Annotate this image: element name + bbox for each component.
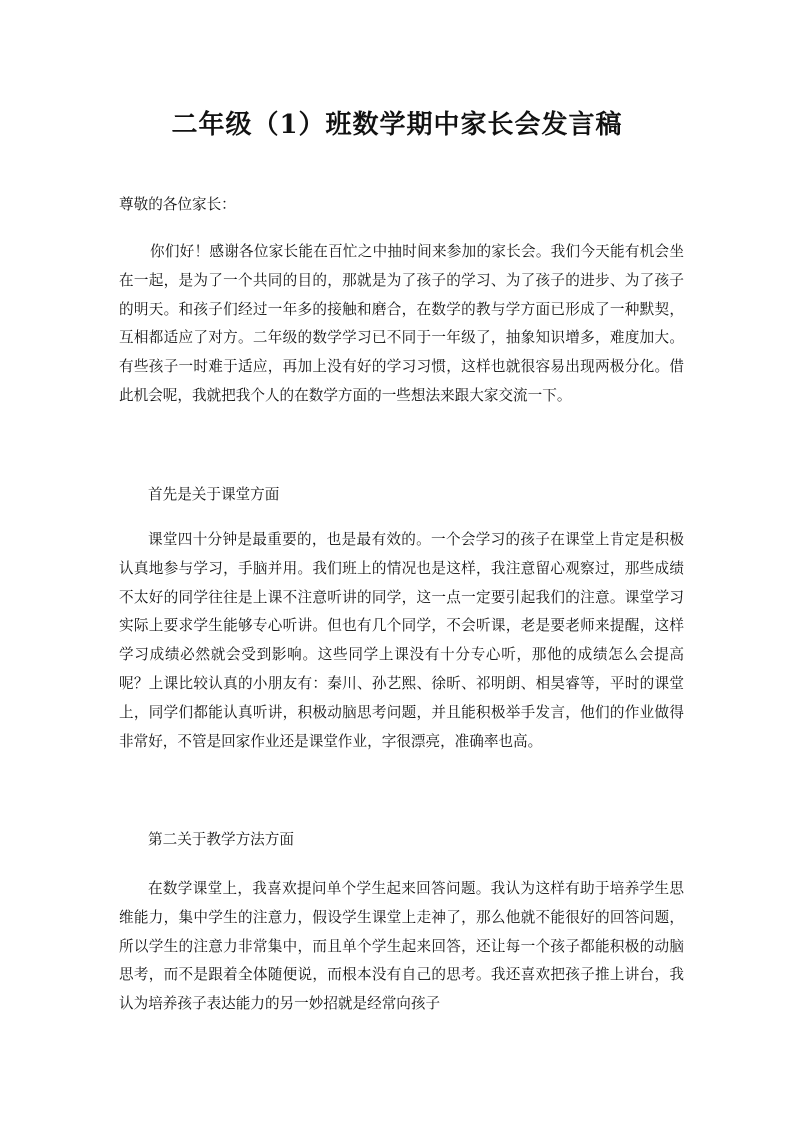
- salutation: 尊敬的各位家长：: [119, 196, 236, 213]
- section-heading-teaching-method: 第二关于教学方法方面: [148, 831, 294, 848]
- classroom-paragraph: 课堂四十分钟是最重要的，也是最有效的。一个会学习的孩子在课堂上肯定是积极认真地参与学习，手脑并用。我们班上的情况也是这样，我注意留心观察过，那些成绩不太好的同学往往是上课不注意听讲的同学，这一点一定要引起我们的注意。课堂学习实际上要求学生能够专心听讲。但也有几个同学，不会听课，老是要老师来提醒，这样学习成绩必然就会受到影响。这些同学上课没有十分专心听，那他的成绩怎么会提高呢？上课比较认真的小朋友有：秦川、孙艺熙、徐昕、祁明朗、相昊睿等，平时的课堂上，同学们都能认真听讲，积极动脑思考问题，并且能积极举手发言，他们的作业做得非常好，不管是回家作业还是课堂作业，字很漂亮，准确率也高。: [119, 531, 684, 750]
- section-heading-classroom: 首先是关于课堂方面: [148, 486, 280, 503]
- teaching-method-paragraph: 在数学课堂上，我喜欢提问单个学生起来回答问题。我认为这样有助于培养学生思维能力，集中学生的注意力，假设学生课堂上走神了，那么他就不能很好的回答问题，所以学生的注意力非常集中，而且单个学生起来回答，还让每一个孩子都能积极的动脑思考，而不是跟着全体随便说，而根本没有自己的思考。我还喜欢把孩子推上讲台，我认为培养孩子表达能力的另一妙招就是经常向孩子: [119, 880, 684, 1013]
- intro-paragraph: 你们好！感谢各位家长能在百忙之中抽时间来参加的家长会。我们今天能有机会坐在一起，是为了一个共同的目的，那就是为了孩子的学习、为了孩子的进步、为了孩子的明天。和孩子们经过一年多的接触和磨合，在数学的教与学方面已形成了一种默契，互相都适应了对方。二年级的数学学习已不同于一年级了，抽象知识增多，难度加大。有些孩子一时难于适应，再加上没有好的学习习惯，这样也就很容易出现两极分化。借此机会呢，我就把我个人的在数学方面的一些想法来跟大家交流一下。: [119, 243, 684, 404]
- document-title: 二年级（1）班数学期中家长会发言稿: [171, 110, 623, 140]
